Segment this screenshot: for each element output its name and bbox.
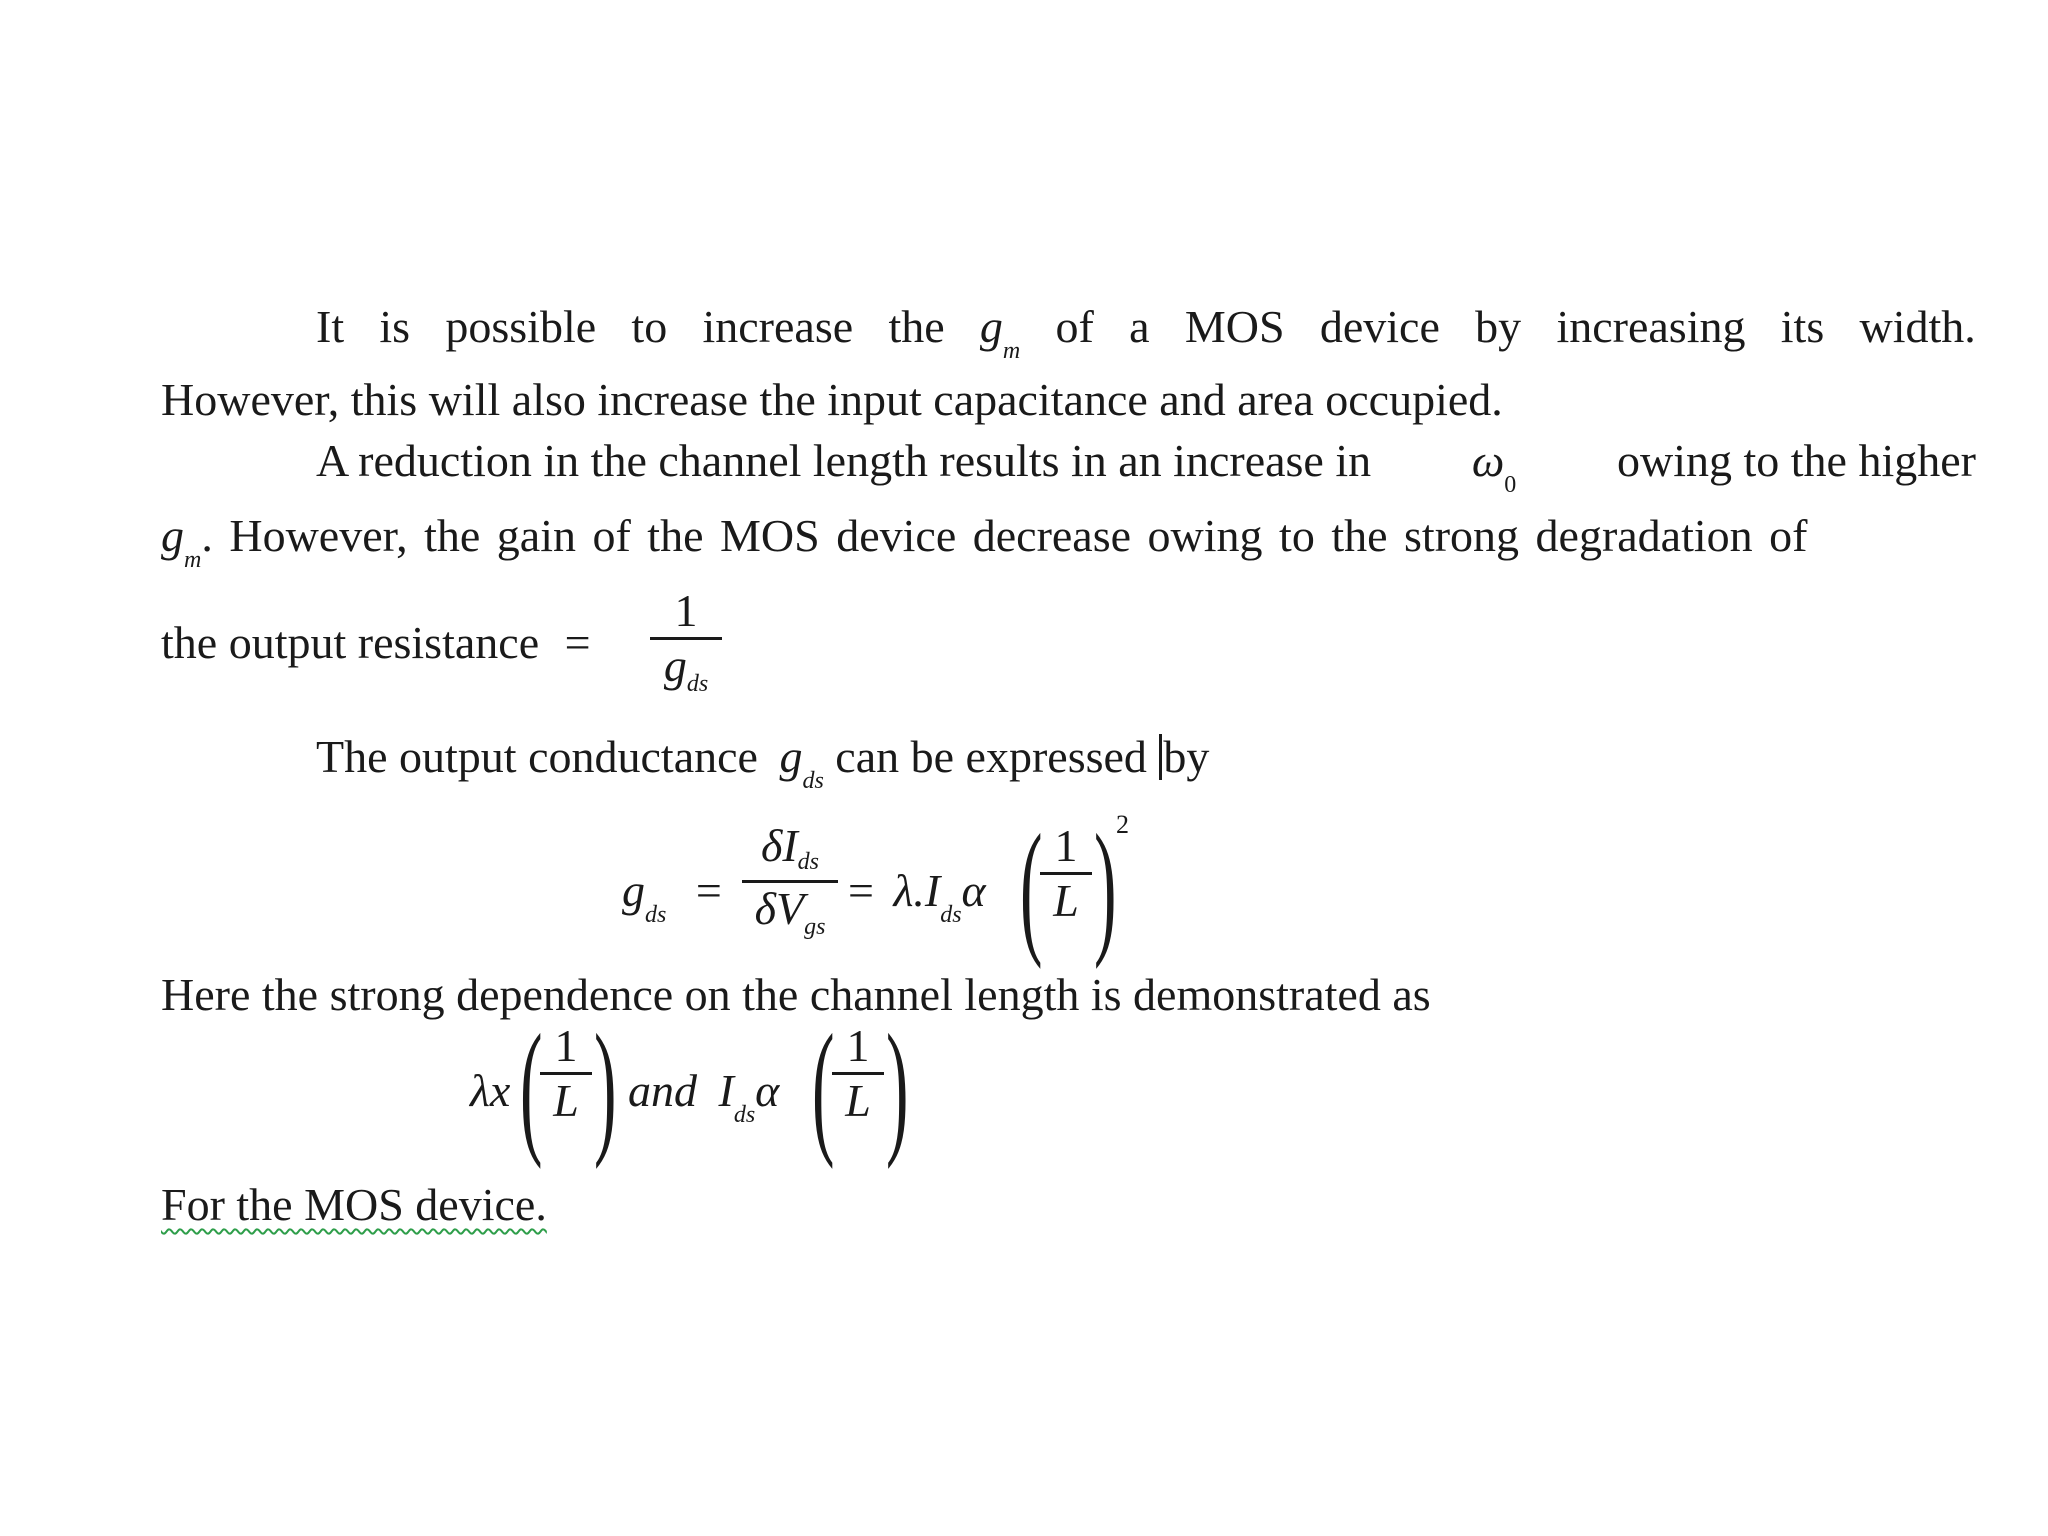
- word: to: [631, 301, 668, 352]
- word: MOS: [1184, 301, 1285, 352]
- math-i: I: [718, 1065, 734, 1116]
- eq1-rhs: [848, 862, 986, 928]
- text-segment: can be expressed: [835, 731, 1159, 782]
- math-g: g: [622, 865, 645, 916]
- word: of: [1055, 301, 1094, 352]
- right-paren: ): [594, 1004, 617, 1170]
- math-sub-ds: ds: [802, 768, 824, 794]
- paragraph-2-line-3: [161, 614, 591, 672]
- math-alpha: α: [755, 1065, 780, 1116]
- paragraph-3: [316, 728, 1209, 794]
- left-paren: (: [1020, 804, 1043, 970]
- word: its: [1780, 301, 1825, 352]
- word: possible: [445, 301, 597, 352]
- word: by: [1475, 301, 1522, 352]
- eq2-lambda: [470, 1062, 510, 1120]
- word-and: and: [628, 1065, 697, 1116]
- fraction-numerator: 1: [554, 1020, 578, 1071]
- eq2-fraction-1: [540, 1020, 592, 1127]
- fraction-denominator: L: [1053, 875, 1079, 926]
- fraction-denominator: [650, 640, 722, 700]
- word: increasing: [1556, 301, 1746, 352]
- math-sub-ds: ds: [686, 671, 709, 697]
- math-alpha: α: [961, 865, 986, 916]
- math-sub-0: 0: [1504, 472, 1517, 498]
- math-sub-ds: ds: [733, 1102, 756, 1128]
- text-segment: A reduction in the channel length results in an increase in: [316, 435, 1372, 486]
- paragraph-2-line-2: [161, 507, 1976, 573]
- math-sub-m: m: [184, 547, 202, 573]
- equals-sign: =: [848, 865, 874, 916]
- math-sub-gs: gs: [804, 914, 826, 940]
- equals-sign: =: [695, 865, 722, 916]
- math-sub-ds: ds: [940, 902, 962, 928]
- paragraph-4: Here the strong dependence on the channel length is demonstrated as: [161, 969, 1431, 1020]
- math-omega: ω: [1471, 435, 1505, 486]
- right-paren: ): [1094, 804, 1117, 970]
- equals-sign: =: [564, 617, 591, 668]
- fraction-numerator: 1: [846, 1020, 870, 1071]
- left-paren: (: [520, 1004, 543, 1170]
- text-segment: For the MOS device.: [161, 1179, 547, 1230]
- paragraph-1-line-1: [316, 298, 1976, 364]
- math-sub-ds: ds: [797, 849, 820, 875]
- fraction-denominator: L: [553, 1075, 579, 1126]
- math-sub-m: m: [1002, 338, 1021, 364]
- math-g: g: [779, 731, 803, 782]
- math-delta-i: δI: [760, 820, 798, 871]
- fraction-output-resistance: [650, 585, 722, 700]
- math-g: g: [161, 510, 184, 561]
- fraction-numerator: 1: [674, 585, 698, 636]
- text-segment: The output conductance: [316, 731, 758, 782]
- eq1-lhs: [622, 862, 722, 928]
- eq1-fraction: [742, 820, 838, 943]
- word: width.: [1859, 301, 1976, 352]
- text-segment: by: [1163, 731, 1210, 782]
- exponent: 2: [1116, 810, 1129, 839]
- math-g: g: [979, 301, 1003, 352]
- text-cursor: [1159, 734, 1162, 780]
- eq1-numerator: [742, 820, 838, 880]
- math-omega-0: [1472, 432, 1516, 498]
- word: is: [379, 301, 411, 352]
- math-g: g: [663, 640, 687, 691]
- text-segment: owing to the higher: [1616, 435, 1976, 486]
- math-g-m: [980, 298, 1020, 364]
- eq1-inner-fraction: [1040, 820, 1092, 927]
- eq2-fraction-2: [832, 1020, 884, 1127]
- word: It: [316, 301, 345, 352]
- math-delta-v: δV: [754, 883, 805, 934]
- fraction-denominator: L: [845, 1075, 871, 1126]
- math-sub-ds: ds: [645, 902, 667, 928]
- fraction-numerator: 1: [1054, 820, 1078, 871]
- left-paren: (: [812, 1004, 835, 1170]
- word: a: [1129, 301, 1150, 352]
- text-segment: the output resistance: [161, 617, 540, 668]
- math-lambda-i: λ.I: [893, 865, 941, 916]
- math-lambda-x: λx: [470, 1065, 511, 1116]
- word: device: [1319, 301, 1440, 352]
- eq1-denominator: [742, 883, 838, 943]
- text-segment: . However, the gain of the MOS device decrease owing to the strong degradation of: [201, 510, 1808, 561]
- paragraph-1-line-2: However, this will also increase the input capacitance and area occupied.: [161, 374, 1503, 425]
- paragraph-5: [161, 1176, 547, 1234]
- eq2-and: [628, 1062, 779, 1128]
- word: increase: [702, 301, 854, 352]
- paragraph-2-line-1: [316, 432, 1976, 498]
- word: the: [888, 301, 945, 352]
- right-paren: ): [886, 1004, 909, 1170]
